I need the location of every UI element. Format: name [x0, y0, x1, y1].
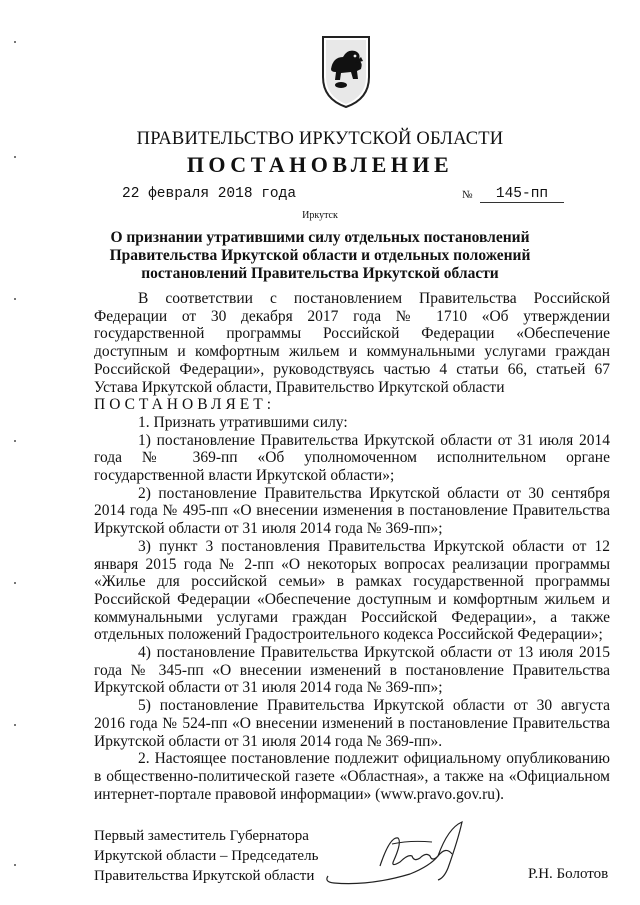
scan-speck	[14, 298, 16, 300]
document-title: О признании утратившими силу отдельных постановлений Правительства Иркутской области и отдельных положений постановлений Правительства Иркутской области	[109, 229, 531, 282]
clause-2: 2. Настоящее постановление подлежит официальному опубликованию в общественно-политической газете «Областная», а также на «Официальном интернет-портале правовой информации» (www.pravo.gov.ru).	[94, 750, 610, 803]
signatory-title-block	[94, 826, 318, 886]
clause-1-intro: 1. Признать утратившими силу:	[138, 413, 348, 431]
document-number: 145-пп	[480, 186, 564, 203]
document-type-heading: ПОСТАНОВЛЕНИЕ	[186, 152, 454, 177]
decree-word: ПОСТАНОВЛЯЕТ:	[94, 396, 276, 414]
handwritten-signature	[320, 816, 480, 886]
government-name: ПРАВИТЕЛЬСТВО ИРКУТСКОЙ ОБЛАСТИ	[136, 129, 504, 149]
city-name: Иркутск	[302, 210, 338, 221]
signatory-line-2: Иркутской области – Председатель	[94, 848, 319, 864]
signatory-line-1: Первый заместитель Губернатора	[94, 828, 309, 844]
scan-speck	[14, 582, 16, 584]
coat-of-arms-emblem	[317, 33, 375, 109]
scan-speck	[14, 156, 16, 158]
document-body	[94, 290, 610, 803]
preamble-paragraph: В соответствии с постановлением Правительства Российской Федерации от 30 декабря 2017 года № 1710 «Об утверждении государственной программы Российской Федерации «Обеспечение доступным и комфортным жильем и коммунальными услугами граждан Российской Федерации», руководствуясь частью 4 статьи 66, статьей 67 Устава Иркутской области, Правительство Иркутской области	[94, 290, 610, 396]
signatory-line-3: Правительства Иркутской области	[94, 868, 315, 884]
scan-speck	[14, 864, 16, 866]
scan-speck	[14, 440, 16, 442]
clause-1-item-4: 4) постановление Правительства Иркутской области от 13 июля 2015 года № 345-пп «О внесении изменений в постановление Правительства Иркутской области от 31 июля 2014 года № 369-пп»;	[94, 644, 610, 697]
scan-speck	[14, 41, 16, 43]
clause-1-item-1: 1) постановление Правительства Иркутской области от 31 июля 2014 года № 369-пп «Об уполномоченном исполнительном органе государственной власти Иркутской области»;	[94, 431, 610, 485]
document-date: 22 февраля 2018 года	[122, 186, 297, 202]
signatory-name: Р.Н. Болотов	[528, 866, 609, 882]
clause-1-item-2: 2) постановление Правительства Иркутской области от 30 сентября 2014 года № 495-пп «О внесении изменения в постановление Правительства Иркутской области от 31 июля 2014 года № 369-пп»;	[94, 484, 610, 538]
clause-1-item-5: 5) постановление Правительства Иркутской области от 30 августа 2016 года № 524-пп «О внесении изменений в постановление Правительства Иркутской области от 31 июля 2014 года № 369-пп».	[94, 697, 610, 750]
scan-speck	[14, 724, 16, 726]
number-label: №	[462, 189, 473, 201]
clause-1-item-3: 3) пункт 3 постановления Правительства Иркутской области от 12 января 2015 года № 2-пп «О некоторых вопросах реализации программы «Жилье для российской семьи» в рамках государственной программы Российской Федерации «Обеспечение доступным и комфортным жильем и коммунальными услугами граждан Российской Федерации», а также отдельных положений Градостроительного кодекса Российской Федерации»;	[94, 537, 610, 644]
